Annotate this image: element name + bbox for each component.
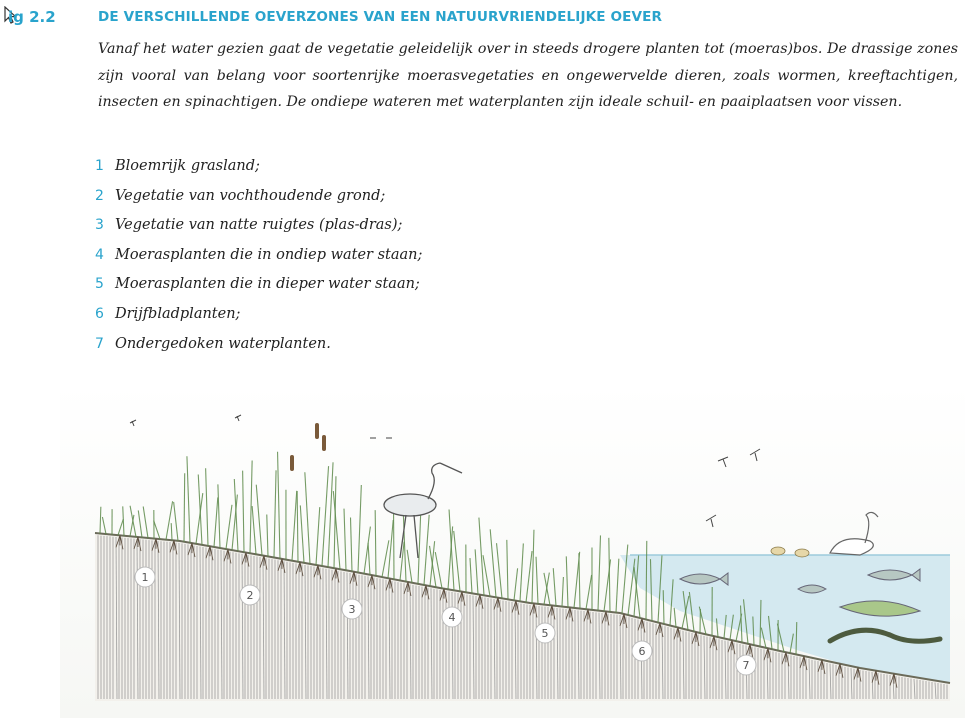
legend-text: Moerasplanten die in dieper water staan; [115,276,420,293]
zone-marker [442,607,462,627]
zone-marker-number: 6 [638,645,646,658]
zone-legend [95,152,422,359]
zone-marker [135,567,155,587]
legend-number: 6 [95,305,104,322]
legend-item [95,182,422,212]
legend-text: Vegetatie van natte ruigtes (plas-dras); [115,217,403,234]
legend-item [95,152,422,182]
legend-item [95,330,422,360]
legend-item [95,270,422,300]
zone-marker [535,623,555,643]
zone-marker-number: 7 [742,659,750,672]
legend-number: 7 [95,335,104,352]
legend-text: Vegetatie van vochthoudende grond; [115,187,386,204]
zone-marker [736,655,756,675]
legend-number: 4 [95,246,104,263]
figure-caption: Vanaf het water gezien gaat de vegetatie geleidelijk over in steeds drogere planten tot (moeras)bos. De drassige zones zijn vooral van belang voor soortenrijke moerasvegetaties en ongewervelde dieren, zoals wormen, kreeftachtigen, insecten en spinachtigen. De ondiepe wateren met waterplanten zijn ideale schuil- en paaiplaatsen voor vissen. [98,41,958,110]
legend-text: Bloemrijk grasland; [115,158,260,174]
zone-marker-number: 3 [348,603,356,616]
zone-marker [342,599,362,619]
figure-label: ig 2.2 [8,8,56,26]
legend-text: Moerasplanten die in ondiep water staan; [115,246,423,263]
legend-item [95,300,422,330]
zone-marker-number: 5 [541,627,549,640]
figure-title: DE VERSCHILLENDE OEVERZONES VAN EEN NATUURVRIENDELIJKE OEVER [98,9,663,25]
legend-item [95,241,422,271]
zone-marker [632,641,652,661]
legend-item [95,211,422,241]
legend-number: 1 [95,158,104,174]
legend-text: Ondergedoken waterplanten. [115,335,331,352]
zone-marker-number: 4 [448,611,456,624]
zone-marker [240,585,260,605]
legend-number: 2 [95,187,104,204]
riverbank-zones-illustration [60,383,965,718]
zone-marker-number: 1 [141,571,149,584]
legend-number: 3 [95,217,104,234]
legend-number: 5 [95,276,104,293]
zone-marker-number: 2 [246,589,254,602]
legend-text: Drijfbladplanten; [115,305,241,322]
